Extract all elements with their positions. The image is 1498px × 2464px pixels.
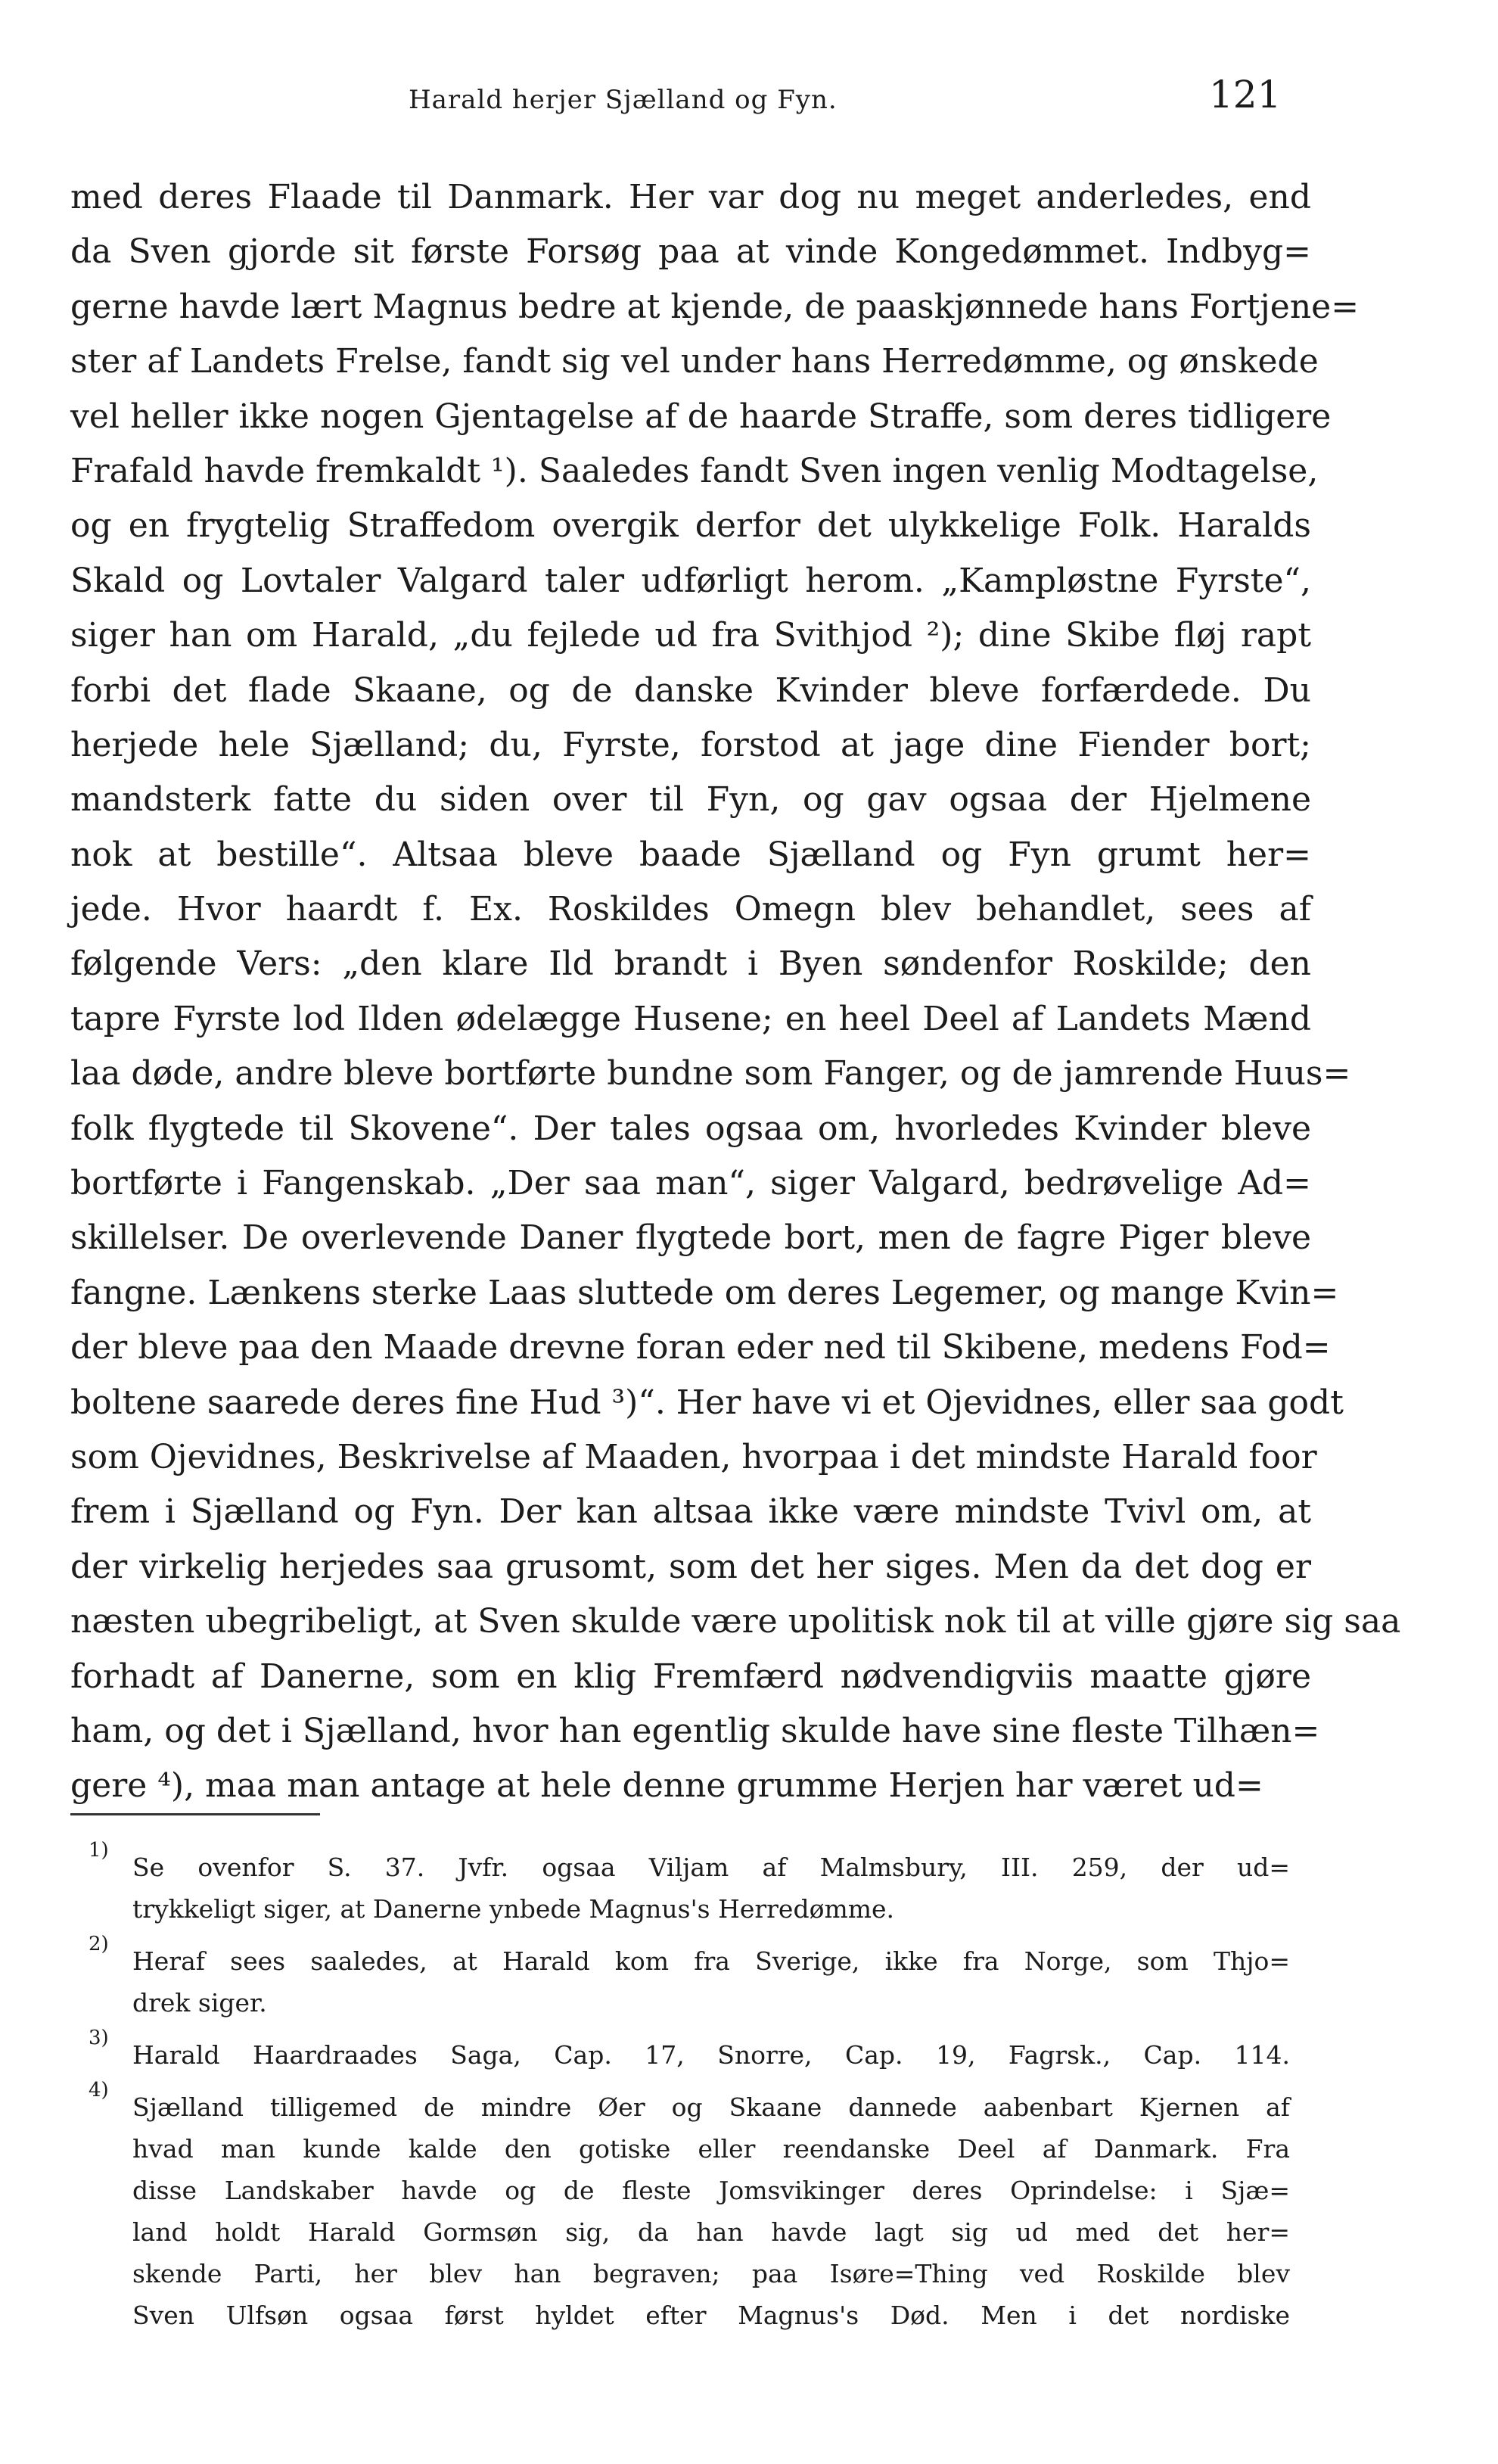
footnote-line: Se ovenfor S. 37. Jvfr. ogsaa Viljam af Malmsbury, III. 259, der ud= [132,1853,1290,1882]
text-line: bortførte i Fangenskab. „Der saa man“, siger Valgard, bedrøvelige Ad= [70,1164,1311,1203]
footnote-line: hvad man kunde kalde den gotiske eller reendanske Deel af Danmark. Fra [132,2134,1290,2164]
text-line: laa døde, andre bleve bortførte bundne som Fanger, og de jamrende Huus= [70,1054,1351,1094]
text-line: ham, og det i Sjælland, hvor han egentlig skulde have sine fleste Tilhæn= [70,1711,1320,1750]
text-line: ster af Landets Frelse, fandt sig vel under hans Herredømme, og ønskede [70,342,1319,381]
footnote [89,1933,1290,2024]
footnote-line: disse Landskaber havde og de fleste Jomsvikinger deres Oprindelse: i Sjæ= [132,2176,1290,2205]
text-line: følgende Vers: „den klare Ild brandt i Byen søndenfor Roskilde; den [70,944,1311,984]
footnote-marker: 4) [89,2079,109,2102]
text-line: forhadt af Danerne, som en klig Fremfærd nødvendigviis maatte gjøre [70,1657,1311,1696]
text-line: mandsterk fatte du siden over til Fyn, og gav ogsaa der Hjelmene [70,780,1311,820]
text-line: skillelser. De overlevende Daner flygtede bort, men de fagre Piger bleve [70,1218,1311,1258]
text-line: nok at bestille“. Altsaa bleve baade Sjælland og Fyn grumt her= [70,835,1311,874]
footnote-line: Sven Ulfsøn ogsaa først hyldet efter Magnus's Død. Men i det nordiske [132,2301,1290,2330]
footnote-line: Harald Haardraades Saga, Cap. 17, Snorre, Cap. 19, Fagrsk., Cap. 114. [132,2040,1290,2070]
text-line: og en frygtelig Straffedom overgik derfor det ulykkelige Folk. Haralds [70,506,1311,546]
text-line: Skald og Lovtaler Valgard taler udførligt herom. „Kampløstne Fyrste“, [70,561,1311,600]
text-line: jede. Hvor haardt f. Ex. Roskildes Omegn blev behandlet, sees af [70,890,1311,929]
text-line: der virkelig herjedes saa grusomt, som det her siges. Men da det dog er [70,1547,1311,1586]
text-line: fangne. Lænkens sterke Laas sluttede om deres Legemer, og mange Kvin= [70,1273,1339,1312]
text-line: frem i Sjælland og Fyn. Der kan altsaa ikke være mindste Tvivl om, at [70,1492,1311,1532]
footnote [89,1839,1290,1930]
footnote-marker: 3) [89,2027,109,2049]
page-number: 121 [1209,73,1282,117]
footnote-line: land holdt Harald Gormsøn sig, da han havde lagt sig ud med det her= [132,2217,1290,2247]
footnotes [89,1839,1290,2347]
footnote-line: trykkeligt siger, at Danerne ynbede Magnus's Herredømme. [132,1894,895,1924]
text-line: gerne havde lært Magnus bedre at kjende, de paaskjønnede hans Fortjene= [70,287,1360,326]
text-line: boltene saarede deres fine Hud ³)“. Her have vi et Ojevidnes, eller saa godt [70,1383,1344,1422]
text-line: med deres Flaade til Danmark. Her var dog nu meget anderledes, end [70,178,1311,216]
text-line: vel heller ikke nogen Gjentagelse af de haarde Straffe, som deres tidligere [70,397,1332,436]
text-line: Frafald havde fremkaldt ¹). Saaledes fandt Sven ingen venlig Modtagelse, [70,451,1319,490]
text-line: tapre Fyrste lod Ilden ødelægge Husene; en heel Deel af Landets Mænd [70,999,1311,1038]
footnote [89,2027,1290,2076]
text-line: der bleve paa den Maade drevne foran eder ned til Skibene, medens Fod= [70,1328,1331,1367]
text-line: siger han om Harald, „du fejlede ud fra Svithjod ²); dine Skibe fløj rapt [70,616,1311,655]
footnote-line: Heraf sees saaledes, at Harald kom fra Sverige, ikke fra Norge, som Thjo= [132,1946,1290,1976]
main-text [70,170,1401,1814]
text-line: forbi det flade Skaane, og de danske Kvinder bleve forfærdede. Du [70,670,1311,710]
text-line: herjede hele Sjælland; du, Fyrste, forstod at jage dine Fiender bort; [70,725,1311,764]
text-line: gere ⁴), maa man antage at hele denne grumme Herjen har været ud= [70,1766,1263,1806]
text-line: folk flygtede til Skovene“. Der tales ogsaa om, hvorledes Kvinder bleve [70,1109,1311,1148]
text-line: som Ojevidnes, Beskrivelse af Maaden, hvorpaa i det mindste Harald foor [70,1437,1317,1476]
footnote-line: drek siger. [132,1988,267,2018]
footnote-marker: 2) [89,1933,109,1955]
footnote-line: skende Parti, her blev han begraven; paa Isøre=Thing ved Roskilde blev [132,2259,1290,2288]
footnote [89,2079,1290,2336]
text-line: da Sven gjorde sit første Forsøg paa at vinde Kongedømmet. Indbyg= [70,232,1311,272]
footnote-line: Sjælland tilligemed de mindre Øer og Skaane dannede aabenbart Kjernen af [132,2092,1290,2122]
footnote-divider [70,1813,320,1815]
running-title: Harald herjer Sjælland og Fyn. [409,85,838,115]
footnote-marker: 1) [89,1839,109,1862]
text-line: næsten ubegribeligt, at Sven skulde være upolitisk nok til at ville gjøre sig saa [70,1602,1401,1641]
